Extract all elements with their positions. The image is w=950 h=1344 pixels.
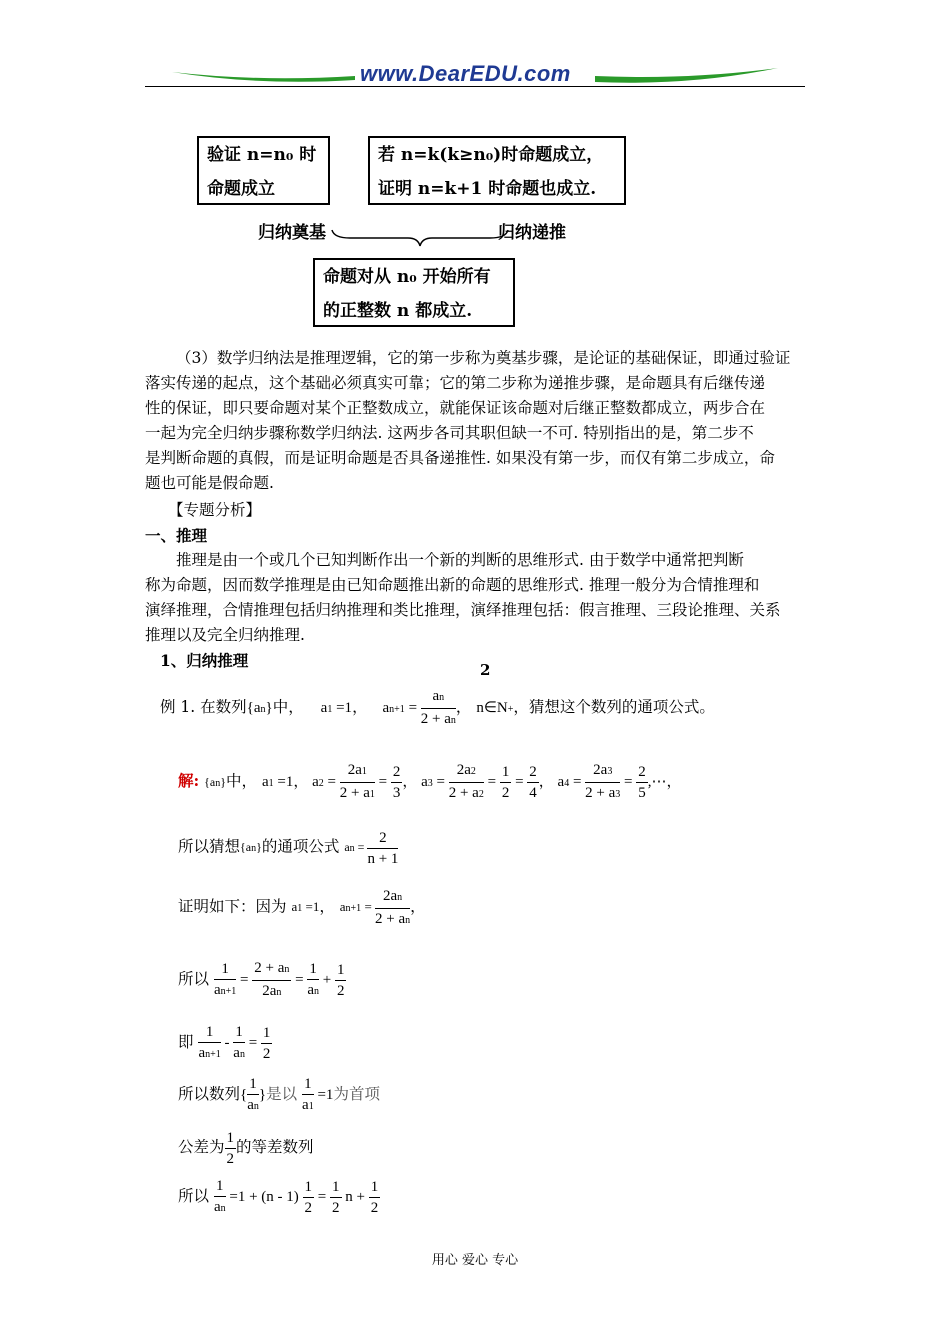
diff-suffix: 的等差数列 [236, 1137, 314, 1156]
math-reciprocal: $\frac{1}{an+1}$ = $\frac{2 + an}{2an}$ = $\frac{1}{an}$ + $\frac{1}{2}$ [213, 960, 345, 999]
header-divider [145, 86, 805, 87]
math-half: $\frac{1}{2}$ [226, 1130, 235, 1167]
solution-label: 解: [178, 770, 200, 790]
box-conclusion-line1: 命题对从 n₀ 开始所有 [323, 267, 491, 287]
ie-label: 即 [178, 1032, 194, 1051]
label-base: 归纳奠基 [258, 223, 326, 243]
math-formula: an = $\frac{2}{n + 1}$ [344, 830, 399, 867]
box-base-line2: 命题成立 [207, 179, 275, 199]
so2-label: 所以 [178, 1186, 210, 1205]
proof-prefix: 证明如下：因为 [178, 897, 287, 916]
box-step-line1: 若 n=k(k≥n₀)时命题成立， [378, 145, 604, 165]
example1-suffix: ，猜想这个数列的通项公式。 [513, 697, 715, 716]
diff-prefix: 公差为 [178, 1137, 225, 1156]
math-recurrence: an+1 = $\frac{2an}{2 + an}$ [339, 888, 411, 927]
math-terms: a1 =1， a2 = $\frac{2a1}{2 + a1}$ = $\frac{2}{3}$ ， a3 = $\frac{2a2}{2 + a2}$ = $\frac{1}{2}$ = $\frac{2}{4}$ ， a4 = $\frac{2a3}{2 + a3}$ = $\frac{2}{5}$ ,⋯， [261, 762, 682, 801]
sub-heading-induction: 1、归纳推理 [160, 651, 249, 670]
example1-mid: 中， [272, 697, 304, 716]
math-seq-recip: { $\frac{1}{an}$ } [240, 1076, 267, 1113]
footer-text: 用心 爱心 专心 [431, 1253, 519, 1268]
solution-so [178, 958, 346, 1003]
section-analysis: 【专题分析】 [168, 501, 262, 519]
header-site-name[interactable]: www.DearEDU.com [360, 61, 571, 86]
solution-proof: 证明如下：因为 a1 =1， an+1 = $\frac{2an}{2 + an}$ ， [178, 888, 426, 927]
para3-line: （3）数学归纳法是推理逻辑，它的第一步称为奠基步骤，是论证的基础保证，即通过验证 [176, 349, 791, 367]
example1-prefix: 例 1. 在数列 [160, 697, 247, 716]
para3-line: 题也可能是假命题. [145, 474, 274, 492]
so-label: 所以 [178, 969, 210, 988]
math-domain: n∈N+ [476, 699, 514, 716]
reasoning-line: 推理以及完全归纳推理. [145, 626, 305, 644]
math-difference: $\frac{1}{an+1}$ - $\frac{1}{an}$ = $\frac{1}{2}$ [198, 1024, 271, 1062]
seq-prefix: 所以数列 [178, 1084, 241, 1103]
math-general-term: $\frac{1}{an}$ =1 + (n - 1) $\frac{1}{2}$ = $\frac{1}{2}$ n + $\frac{1}{2}$ [213, 1178, 379, 1216]
guess-mid: 的通项公式 [261, 837, 340, 856]
math-seq: {an} [240, 840, 262, 855]
section-one-heading: 一、推理 [145, 526, 208, 545]
solution-sequence [178, 1074, 380, 1117]
box-step-line2: 证明 n=k+1 时命题也成立. [378, 179, 597, 199]
reasoning-line: 称为命题，因而数学推理是由已知命题推出新的命题的思维形式. 推理一般分为合情推理和 [145, 576, 760, 594]
para3-line: 性的保证，即只要命题对某个正整数成立，就能保证该命题对后继正整数都成立，两步合在 [145, 399, 766, 417]
page-number: 2 [480, 661, 491, 679]
solution-ie [178, 1022, 272, 1065]
box-base-line1: 验证 n=n₀ 时 [207, 145, 317, 165]
math-a1: a1 =1 [291, 899, 320, 915]
label-step: 归纳递推 [498, 223, 566, 243]
box-conclusion-line2: 的正整数 n 都成立. [323, 301, 473, 321]
diagram-box-step [368, 136, 626, 205]
seq-mid: 是以 [266, 1084, 298, 1103]
math-recurrence: an+1 = $\frac{an}{2 + an}$ [382, 688, 456, 727]
guess-prefix: 所以猜想 [178, 837, 241, 856]
para3-line: 一起为完全归纳步骤称数学归纳法. 这两步各司其职但缺一不可. 特别指出的是，第二步不 [145, 424, 754, 442]
solution-final [178, 1176, 380, 1219]
reasoning-line: 推理是由一个或几个已知判断作出一个新的判断的思维形式. 由于数学中通常把判断 [176, 551, 744, 569]
diagram-box-conclusion [313, 258, 515, 327]
para3-line: 是判断命题的真假，而是证明命题是否具备递推性. 如果没有第一步，而仅有第二步成立，命 [145, 449, 775, 467]
paragraph-3 [145, 346, 810, 496]
math-first-term: $\frac{1}{a1}$ =1 [302, 1076, 334, 1113]
paragraph-reasoning [145, 548, 810, 648]
solution-diff [178, 1128, 314, 1169]
solution-guess [178, 828, 398, 869]
math-a1: a1 =1 [320, 699, 353, 716]
solution-line1: 解: {an}中， a1 =1， a2 = $\frac{2a1}{2 + a1}$ = $\frac{2}{3}$ ， a3 = $\frac{2a2}{2 + a2}$ = $\frac{1}{2}$ = $\frac{2}{4}$ ， a4 = $\frac{2a3}{2 + a3}$ = $\frac{2}{5}$ ,⋯， [178, 762, 682, 801]
diagram-box-base [197, 136, 330, 205]
seq-suffix: 为首项 [333, 1084, 380, 1103]
reasoning-line: 演绎推理，合情推理包括归纳推理和类比推理，演绎推理包括：假言推理、三段论推理、关系 [145, 601, 781, 619]
math-seq: {an} [204, 774, 227, 789]
para3-line: 落实传递的起点，这个基础必须真实可靠；它的第二步称为递推步骤，是命题具有后继传递 [145, 374, 766, 392]
brace-icon [330, 226, 510, 248]
math-seq: {an} [246, 699, 273, 716]
example-1: 例 1. 在数列{an}中， a1 =1， an+1 = $\frac{an}{2 + an}$ ， n∈N+，猜想这个数列的通项公式。 [160, 688, 715, 727]
